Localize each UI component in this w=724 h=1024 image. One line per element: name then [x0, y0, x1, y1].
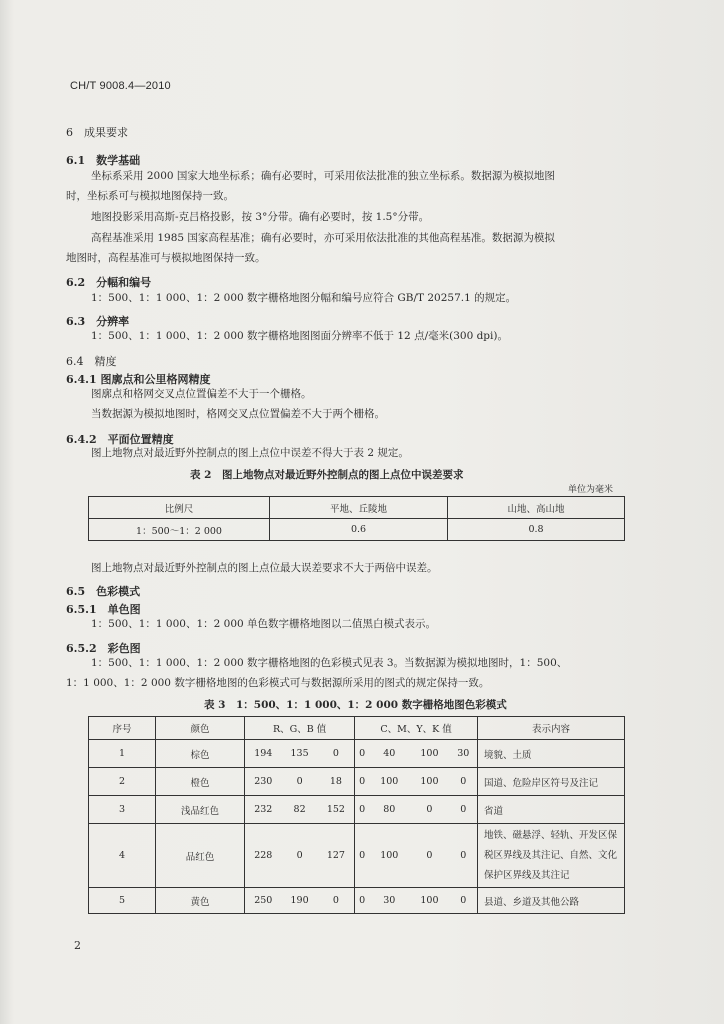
cell-b: 127 [318, 824, 355, 888]
cell-k: 30 [450, 740, 478, 768]
cell-desc [477, 824, 624, 888]
section-6-1-heading: 6.1 数学基础 [66, 154, 141, 167]
cell-k: 0 [450, 796, 478, 824]
cell-no: 2 [89, 768, 156, 796]
cell-desc: 县道、乡道及其他公路 [477, 888, 624, 914]
cell-r: 194 [245, 740, 282, 768]
table-3 [88, 716, 625, 914]
para-6-5-2-line2: 1：1 000、1：2 000 数字栅格地图的色彩模式可与数据源所采用的图式的规定保持一致。 [66, 677, 490, 689]
para-6-5-2-line1: 1：500、1：1 000、1：2 000 数字栅格地图的色彩模式见表 3。当数据源为模拟地图时，1：500、 [91, 657, 568, 669]
cell-color: 橙色 [156, 768, 245, 796]
table-2 [88, 496, 625, 541]
cell-g: 0 [282, 824, 318, 888]
table-3-header-rgb: R、G、B 值 [245, 717, 355, 740]
cell-r: 230 [245, 768, 282, 796]
cell-c: 0 [355, 824, 369, 888]
cell-c: 0 [355, 740, 369, 768]
cell-r: 232 [245, 796, 282, 824]
cell-no: 1 [89, 740, 156, 768]
section-6-2-heading: 6.2 分幅和编号 [66, 276, 152, 289]
table-2-caption: 表 2 图上地物点对最近野外控制点的图上点位中误差要求 [190, 469, 464, 481]
table-2-header-flat: 平地、丘陵地 [270, 497, 448, 519]
section-6-5-2-heading: 6.5.2 彩色图 [66, 642, 141, 655]
cell-desc: 国道、危险岸区符号及注记 [477, 768, 624, 796]
table-3-header-color: 颜色 [156, 717, 245, 740]
cell-b: 0 [318, 740, 355, 768]
para-6-4-1-b: 当数据源为模拟地图时，格网交叉点位置偏差不大于两个栅格。 [91, 408, 385, 420]
cell-g: 135 [282, 740, 318, 768]
cell-color: 品红色 [156, 824, 245, 888]
section-6-5-1-heading: 6.5.1 单色图 [66, 603, 141, 616]
para-6-5-1: 1：500、1：1 000、1：2 000 单色数字栅格地图以二值黑白模式表示。 [91, 618, 437, 630]
cell-desc-line1: 地铁、磁悬浮、轻轨、开发区保 [483, 829, 617, 841]
table-2-header-scale: 比例尺 [89, 497, 270, 519]
table-2-cell-flat: 0.6 [270, 519, 448, 541]
cell-k: 0 [450, 824, 478, 888]
table-3-header-cmyk: C、M、Y、K 值 [355, 717, 478, 740]
table-row [89, 796, 625, 824]
cell-desc-line2: 税区界线及其注记、自然、文化 [483, 849, 617, 861]
cell-m: 100 [369, 768, 409, 796]
cell-c: 0 [355, 796, 369, 824]
cell-g: 82 [282, 796, 318, 824]
table-2-unit: 单位为毫米 [568, 485, 614, 495]
cell-m: 30 [369, 888, 409, 914]
table-2-cell-mountain: 0.8 [448, 519, 625, 541]
para-6-1-c-line1: 高程基准采用 1985 国家高程基准；确有必要时，亦可采用依法批准的其他高程基准。数据源为模拟 [91, 232, 555, 244]
table-2-cell-scale: 1：500～1：2 000 [89, 519, 270, 541]
cell-y: 0 [409, 796, 449, 824]
section-6-3-heading: 6.3 分辨率 [66, 315, 130, 328]
page-number: 2 [74, 939, 81, 952]
para-6-4-1-a: 图廓点和格网交叉点位置偏差不大于一个栅格。 [91, 388, 312, 400]
table-3-caption: 表 3 1：500、1：1 000、1：2 000 数字栅格地图色彩模式 [204, 699, 507, 711]
table-3-header-desc: 表示内容 [477, 717, 624, 740]
cell-no: 4 [89, 824, 156, 888]
cell-r: 250 [245, 888, 282, 914]
table-2-header-mountain: 山地、高山地 [448, 497, 625, 519]
para-6-3: 1：500、1：1 000、1：2 000 数字栅格地图图面分辨率不低于 12 点/毫米(300 dpi)。 [91, 330, 508, 342]
cell-k: 0 [450, 768, 478, 796]
cell-k: 0 [450, 888, 478, 914]
cell-y: 100 [409, 888, 449, 914]
cell-color: 棕色 [156, 740, 245, 768]
cell-color: 浅品红色 [156, 796, 245, 824]
cell-r: 228 [245, 824, 282, 888]
cell-m: 100 [369, 824, 409, 888]
section-6-4-2-heading: 6.4.2 平面位置精度 [66, 433, 174, 446]
table-row [89, 740, 625, 768]
para-6-1-a-line1: 坐标系采用 2000 国家大地坐标系；确有必要时，可采用依法批准的独立坐标系。数据源为模拟地图 [91, 170, 555, 182]
table-row [89, 888, 625, 914]
section-6-4-heading: 6.4 精度 [66, 355, 117, 368]
table-3-header-row [89, 717, 625, 740]
para-6-4-2: 图上地物点对最近野外控制点的图上点位中误差不得大于表 2 规定。 [91, 447, 409, 459]
cell-b: 18 [318, 768, 355, 796]
cell-y: 100 [409, 768, 449, 796]
para-6-2: 1：500、1：1 000、1：2 000 数字栅格地图分幅和编号应符合 GB/T 20257.1 的规定。 [91, 292, 517, 304]
section-6-heading: 6 成果要求 [66, 126, 128, 139]
cell-desc: 境貌、土质 [477, 740, 624, 768]
table-row [89, 519, 625, 541]
cell-desc: 省道 [477, 796, 624, 824]
table-3-header-no: 序号 [89, 717, 156, 740]
cell-color: 黄色 [156, 888, 245, 914]
cell-m: 80 [369, 796, 409, 824]
para-6-1-c-line2: 地图时，高程基准可与模拟地图保持一致。 [66, 252, 266, 264]
cell-no: 3 [89, 796, 156, 824]
cell-c: 0 [355, 768, 369, 796]
table-row [89, 824, 625, 888]
cell-y: 0 [409, 824, 449, 888]
cell-y: 100 [409, 740, 449, 768]
cell-desc-line3: 保护区界线及其注记 [483, 869, 570, 881]
cell-c: 0 [355, 888, 369, 914]
cell-m: 40 [369, 740, 409, 768]
cell-g: 190 [282, 888, 318, 914]
table-row [89, 768, 625, 796]
standard-code-header: CH/T 9008.4—2010 [70, 80, 171, 92]
para-6-1-b: 地图投影采用高斯-克吕格投影，按 3°分带。确有必要时，按 1.5°分带。 [91, 211, 430, 223]
cell-b: 0 [318, 888, 355, 914]
para-6-1-a-line2: 时，坐标系可与模拟地图保持一致。 [66, 190, 234, 202]
table-2-header-row [89, 497, 625, 519]
cell-no: 5 [89, 888, 156, 914]
cell-b: 152 [318, 796, 355, 824]
section-6-4-1-heading: 6.4.1 图廓点和公里格网精度 [66, 373, 211, 386]
para-6-4-2-b: 图上地物点对最近野外控制点的图上点位最大误差要求不大于两倍中误差。 [91, 562, 438, 574]
cell-g: 0 [282, 768, 318, 796]
section-6-5-heading: 6.5 色彩模式 [66, 585, 141, 598]
